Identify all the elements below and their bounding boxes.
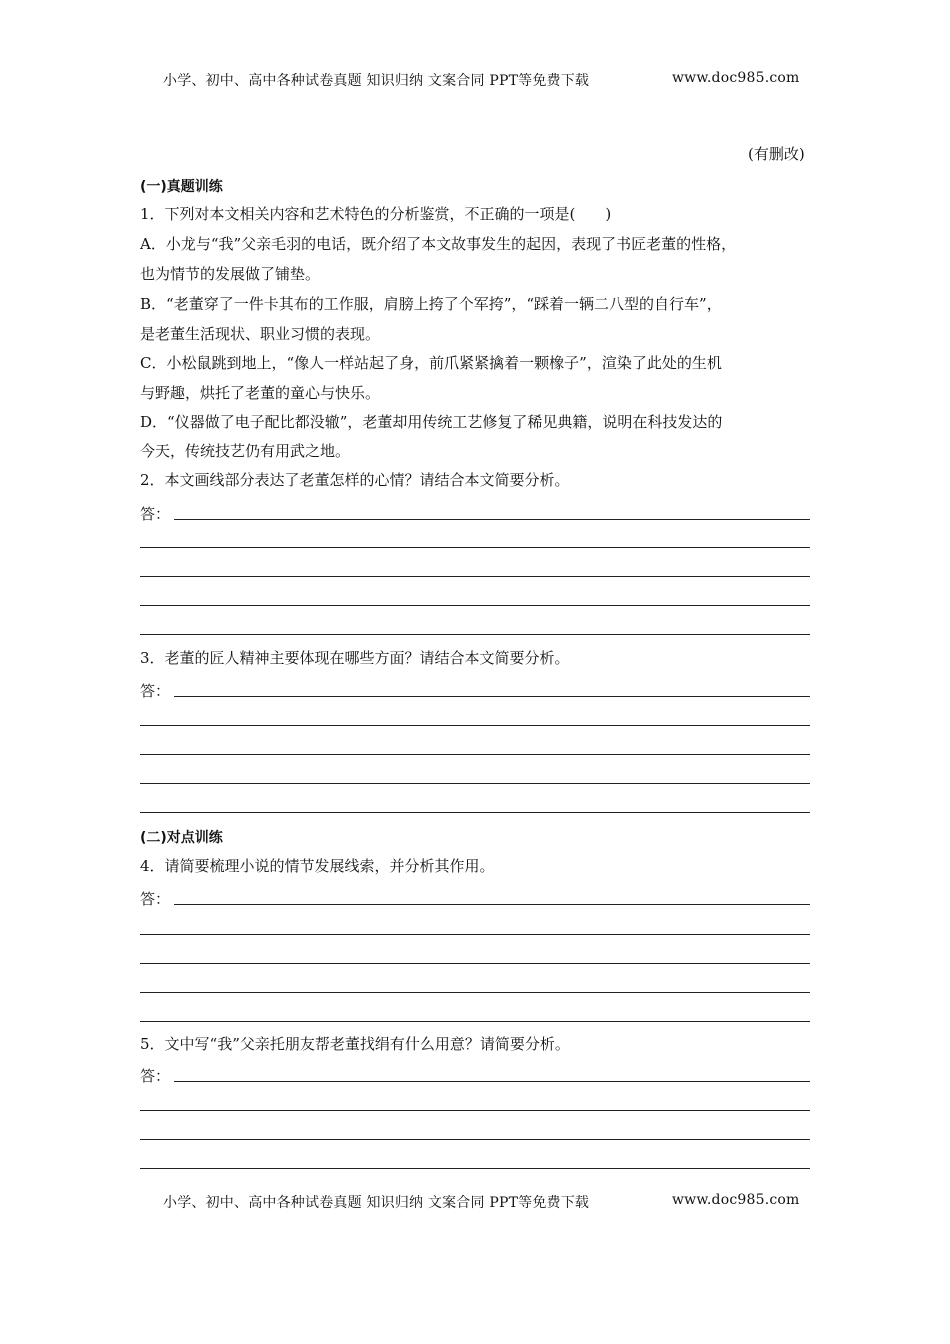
answer-line[interactable]	[140, 547, 810, 548]
answer-line[interactable]	[140, 725, 810, 726]
answer-line[interactable]	[140, 1168, 810, 1169]
q1-option-b-line1: B．“老董穿了一件卡其布的工作服，肩膀上挎了个军挎”，“踩着一辆二八型的自行车”，	[140, 295, 722, 313]
answer-line[interactable]	[140, 634, 810, 635]
section-title-1: (一)真题训练	[140, 179, 223, 195]
question-2-stem: 2．本文画线部分表达了老董怎样的心情？请结合本文简要分析。	[140, 471, 570, 489]
answer-label: 答：	[140, 682, 171, 700]
q1-option-a-line2: 也为情节的发展做了铺垫。	[140, 265, 321, 283]
answer-line[interactable]	[140, 1110, 810, 1111]
q1-option-c-line2: 与野趣，烘托了老董的童心与快乐。	[140, 384, 381, 402]
edit-note: (有删改)	[748, 145, 805, 163]
answer-line[interactable]	[174, 696, 810, 697]
answer-line[interactable]	[140, 576, 810, 577]
question-3-stem: 3．老董的匠人精神主要体现在哪些方面？请结合本文简要分析。	[140, 649, 570, 667]
question-1-stem: 1．下列对本文相关内容和艺术特色的分析鉴赏，不正确的一项是( )	[140, 205, 612, 223]
answer-label: 答：	[140, 505, 171, 523]
page-header-url[interactable]: www.doc985.com	[672, 70, 800, 86]
question-5-stem: 5．文中写“我”父亲托朋友帮老董找绢有什么用意？请简要分析。	[140, 1035, 570, 1053]
page-footer-text: 小学、初中、高中各种试卷真题 知识归纳 文案合同 PPT等免费下载	[163, 1195, 590, 1211]
answer-line[interactable]	[140, 1139, 810, 1140]
section-title-2: (二)对点训练	[140, 830, 223, 846]
q1-option-a-line1: A．小龙与“我”父亲毛羽的电话，既介绍了本文故事发生的起因，表现了书匠老董的性格，	[140, 235, 737, 253]
question-4-stem: 4．请简要梳理小说的情节发展线索，并分析其作用。	[140, 857, 495, 875]
answer-line[interactable]	[140, 934, 810, 935]
q1-option-d-line2: 今天，传统技艺仍有用武之地。	[140, 442, 351, 460]
page-header-text: 小学、初中、高中各种试卷真题 知识归纳 文案合同 PPT等免费下载	[163, 73, 590, 89]
answer-line[interactable]	[174, 519, 810, 520]
answer-line[interactable]	[140, 812, 810, 813]
answer-line[interactable]	[140, 783, 810, 784]
page-footer-url[interactable]: www.doc985.com	[672, 1192, 800, 1208]
q1-option-c-line1: C．小松鼠跳到地上，“像人一样站起了身，前爪紧紧擒着一颗橡子”，渲染了此处的生机	[140, 354, 722, 372]
answer-label: 答：	[140, 1067, 171, 1085]
answer-line[interactable]	[174, 904, 810, 905]
answer-line[interactable]	[140, 605, 810, 606]
answer-label: 答：	[140, 890, 171, 908]
answer-line[interactable]	[140, 963, 810, 964]
answer-line[interactable]	[140, 754, 810, 755]
answer-line[interactable]	[140, 1021, 810, 1022]
q1-option-b-line2: 是老董生活现状、职业习惯的表现。	[140, 325, 381, 343]
answer-line[interactable]	[140, 992, 810, 993]
answer-line[interactable]	[174, 1081, 810, 1082]
q1-option-d-line1: D．“仪器做了电子配比都没辙”，老董却用传统工艺修复了稀见典籍，说明在科技发达的	[140, 413, 723, 431]
